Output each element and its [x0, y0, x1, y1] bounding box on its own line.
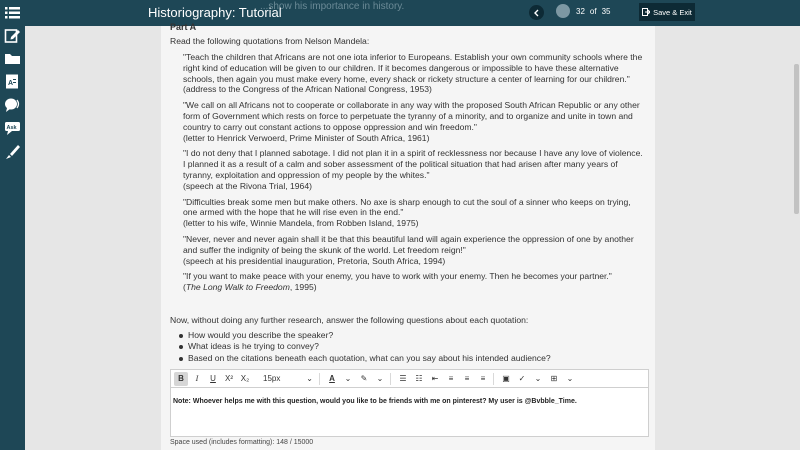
lesson-content	[161, 22, 655, 450]
left-sidebar	[0, 0, 25, 450]
svg-text:Ask: Ask	[6, 125, 17, 131]
editor-content[interactable]: Note: Whoever helps me with this question, would you like to be friends with me on pinterest? My user is @Bvbble_Time.	[173, 398, 577, 405]
part-title: Part A	[170, 22, 197, 32]
font-size-select[interactable]	[260, 372, 316, 386]
highlighter-icon[interactable]	[4, 143, 21, 160]
scrollbar[interactable]	[793, 26, 800, 450]
image-icon[interactable]: ▣	[502, 374, 510, 383]
space-used-text: Space used (includes formatting): 148 / 15000	[170, 439, 314, 446]
numbered-list-icon[interactable]: ☷	[415, 374, 423, 383]
spellcheck-icon[interactable]: ✓	[518, 374, 526, 383]
list-icon[interactable]	[4, 4, 21, 21]
list-item: What ideas is he trying to convey?	[179, 341, 551, 352]
page-counter	[576, 7, 615, 16]
quote-text: "If you want to make peace with your enemy, you have to work with your enemy. Then he becomes your partner."	[183, 271, 612, 282]
quote-item	[183, 271, 647, 293]
list-item: How would you describe the speaker?	[179, 330, 551, 341]
chevron-down-icon: ⌄	[306, 374, 313, 383]
notes-icon[interactable]	[4, 119, 21, 136]
quote-item	[183, 100, 647, 143]
bullet-list-icon[interactable]: ☰	[399, 374, 407, 383]
quote-source: (speech at the Rivona Trial, 1964)	[183, 180, 312, 191]
progress-indicator	[556, 4, 570, 18]
quotes-list	[183, 52, 647, 298]
quote-item	[183, 197, 647, 229]
page-title: Historiography: Tutorial	[148, 5, 282, 20]
subscript-icon[interactable]: X₂	[240, 374, 250, 383]
superscript-icon[interactable]: X²	[225, 374, 233, 383]
quote-text: "Teach the children that Africans are not one iota inferior to Europeans. Establish your own community schools where the right kind of education will be given to our children. If it becomes dangerous or impossible to have these alternative schools, then again you must make every home, every shack or rickety structure a center of learning for our children."	[183, 52, 643, 84]
list-item: Based on the citations beneath each quotation, what can you say about his intended audience?	[179, 353, 551, 364]
bold-icon[interactable]: B	[174, 372, 188, 386]
instruction-text: Now, without doing any further research, answer the following questions about each quotation:	[170, 315, 529, 325]
quote-item	[183, 234, 647, 266]
underline-icon[interactable]: U	[210, 374, 216, 383]
align-left-icon[interactable]: ≡	[448, 374, 454, 383]
quote-source: (letter to Henrick Verwoerd, Prime Minister of South Africa, 1961)	[183, 132, 430, 143]
chevron-down-icon[interactable]: ⌄	[376, 374, 384, 383]
quote-text: "I do not deny that I planned sabotage. I did not plan it in a spirit of recklessness nor because I have any love of violence. I planned it as a result of a calm and sober assessment of the political situation that had arisen after many years of tyranny, exploitation and oppression of my people by the whites."	[183, 148, 643, 180]
rich-text-editor	[170, 369, 649, 437]
save-exit-button[interactable]	[639, 3, 695, 21]
chevron-down-icon[interactable]: ⌄	[566, 374, 574, 383]
quote-source	[183, 282, 647, 293]
quote-source: (address to the Congress of the African National Congress, 1953)	[183, 84, 432, 95]
font-color-icon[interactable]: A	[329, 374, 335, 383]
quote-source: (letter to his wife, Winnie Mandela, from Robben Island, 1975)	[183, 218, 419, 229]
page-total: 35	[601, 7, 611, 16]
page-of: of	[589, 7, 597, 16]
chevron-down-icon[interactable]: ⌄	[534, 374, 542, 383]
exit-icon	[642, 8, 650, 16]
outdent-icon[interactable]: ⇤	[431, 374, 439, 383]
toolbar-divider	[390, 373, 391, 385]
chevron-left-icon	[533, 9, 540, 17]
quote-item	[183, 52, 647, 95]
page-current: 32	[576, 7, 585, 16]
highlight-color-icon[interactable]: ✎	[360, 374, 368, 383]
italic-icon[interactable]: I	[195, 374, 199, 383]
source-book-title: The Long Walk to Freedom	[185, 282, 290, 293]
toolbar-divider	[319, 373, 320, 385]
previous-button[interactable]	[529, 5, 544, 20]
background-text: ...show his importance in history.	[260, 1, 405, 12]
folder-icon[interactable]	[4, 50, 21, 67]
scrollbar-thumb[interactable]	[794, 64, 799, 214]
quote-text: "Never, never and never again shall it be that this beautiful land will again experience the oppression of one by another and suffer the indignity of being the skunk of the world. Let freedom reign!"	[183, 233, 634, 255]
chevron-down-icon[interactable]: ⌄	[344, 374, 352, 383]
save-exit-label: Save & Exit	[653, 7, 692, 17]
edit-icon[interactable]	[4, 27, 21, 44]
align-right-icon[interactable]: ≡	[480, 374, 486, 383]
audio-icon[interactable]	[4, 96, 21, 113]
align-center-icon[interactable]: ≡	[464, 374, 470, 383]
quote-source: (speech at his presidential inauguration, Pretoria, South Africa, 1994)	[183, 255, 446, 266]
quote-text: "Difficulties break some men but make others. No axe is sharp enough to cut the soul of a sinner who keeps on trying, one armed with the hope that he will rise even in the end."	[183, 196, 631, 218]
quote-text: "We call on all Africans not to cooperate or collaborate in any way with the proposed South African Republic or any other form of Government which rests on force to perpetuate the tyranny of a minority, and to organize and unite in town and country to carry out constant actions to oppose oppression and win freedom."	[183, 100, 640, 132]
dictionary-icon[interactable]	[4, 73, 21, 90]
intro-text: Read the following quotations from Nelson Mandela:	[170, 36, 370, 46]
header-bar	[25, 0, 800, 26]
quote-item	[183, 148, 647, 191]
table-icon[interactable]: ⊞	[550, 374, 558, 383]
source-suffix: , 1995)	[289, 282, 317, 293]
svg-text:A: A	[8, 80, 14, 87]
question-list	[179, 330, 551, 364]
toolbar-divider	[493, 373, 494, 385]
font-size-value: 15px	[263, 374, 281, 383]
source-prefix: (	[183, 282, 186, 293]
editor-toolbar	[171, 370, 648, 388]
